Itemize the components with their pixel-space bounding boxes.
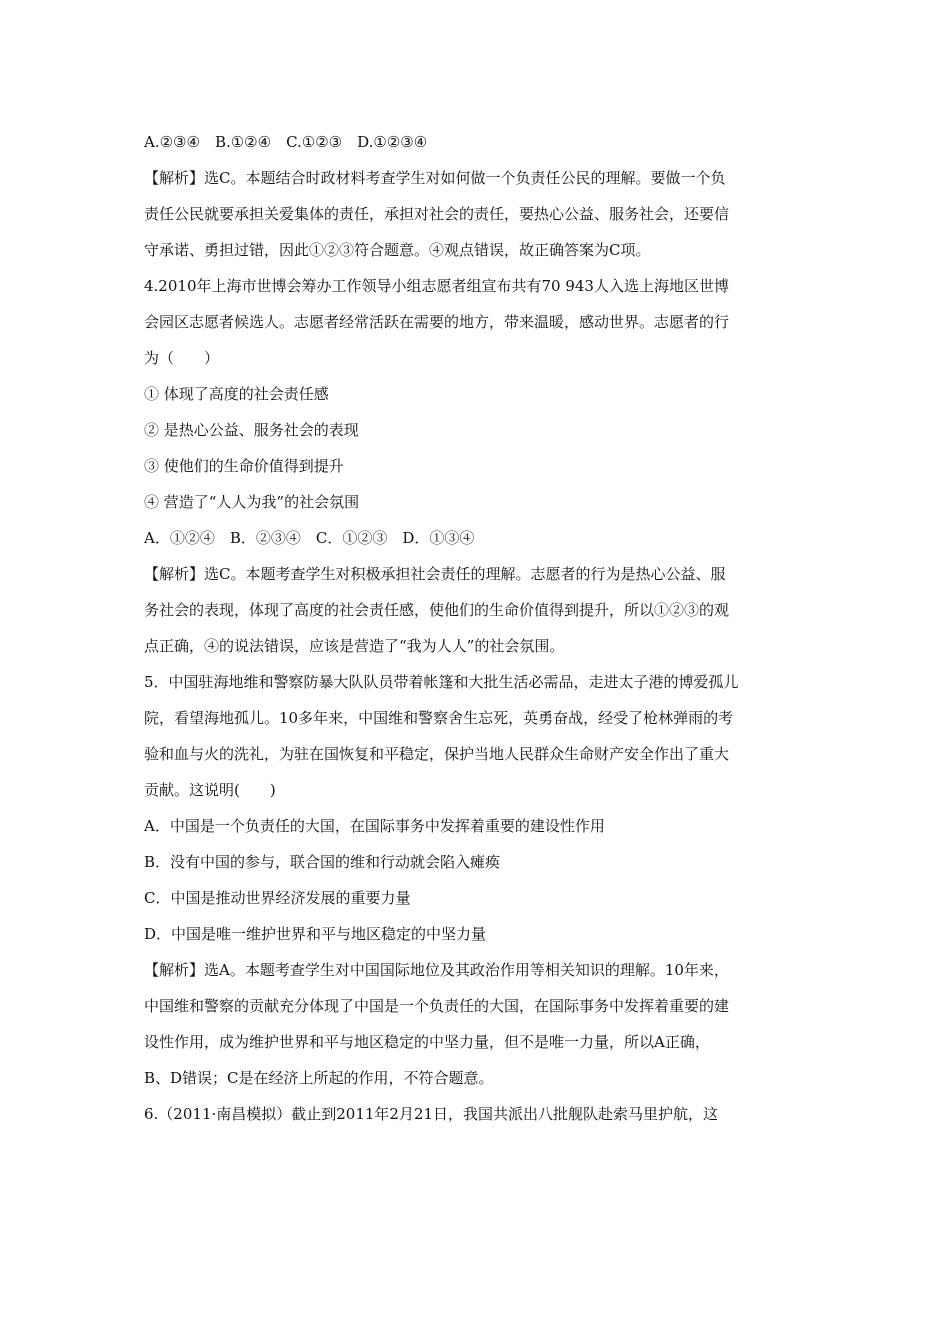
option-5b: B．没有中国的参与，联合国的维和行动就会陷入瘫痪 — [144, 853, 501, 871]
statement-3: ③ 使他们的生命价值得到提升 — [144, 457, 344, 475]
analysis-q5-line2: 中国维和警察的贡献充分体现了中国是一个负责任的大国，在国际事务中发挥着重要的建 — [144, 997, 730, 1015]
analysis-q5-line4: B、D错误；C是在经济上所起的作用，不符合题意。 — [144, 1069, 494, 1087]
analysis-q4-line3: 点正确，④的说法错误，应该是营造了“我为人人”的社会氛围。 — [144, 637, 565, 655]
option-5a: A．中国是一个负责任的大国，在国际事务中发挥着重要的建设性作用 — [144, 817, 605, 835]
option-5d: D．中国是唯一维护世界和平与地区稳定的中坚力量 — [144, 925, 487, 943]
question-5-line4: 贡献。这说明( ) — [144, 781, 276, 799]
analysis-q5-line1: 【解析】选A。本题考查学生对中国国际地位及其政治作用等相关知识的理解。10年来， — [144, 961, 729, 979]
analysis-q3-line3: 守承诺、勇担过错，因此①②③符合题意。④观点错误，故正确答案为C项。 — [144, 241, 651, 259]
option-5c: C．中国是推动世界经济发展的重要力量 — [144, 889, 411, 907]
analysis-q4-line2: 务社会的表现，体现了高度的社会责任感，使他们的生命价值得到提升，所以①②③的观 — [144, 601, 730, 619]
options-q4: A．①②④ B．②③④ C．①②③ D．①③④ — [144, 529, 475, 547]
statement-4: ④ 营造了“人人为我”的社会氛围 — [144, 493, 360, 511]
question-5-line1: 5．中国驻海地维和警察防暴大队队员带着帐篷和大批生活必需品，走进太子港的博爱孤儿 — [144, 673, 739, 691]
options-q3: A.②③④ B.①②④ C.①②③ D.①②③④ — [144, 133, 428, 151]
analysis-q5-line3: 设性作用，成为维护世界和平与地区稳定的中坚力量，但不是唯一力量，所以A正确， — [144, 1033, 710, 1051]
statement-1: ① 体现了高度的社会责任感 — [144, 385, 329, 403]
question-4-line2: 会园区志愿者候选人。志愿者经常活跃在需要的地方，带来温暖，感动世界。志愿者的行 — [144, 313, 730, 331]
question-5-line3: 验和血与火的洗礼，为驻在国恢复和平稳定，保护当地人民群众生命财产安全作出了重大 — [144, 745, 730, 763]
statement-2: ② 是热心公益、服务社会的表现 — [144, 421, 359, 439]
analysis-q4-line1: 【解析】选C。本题考查学生对积极承担社会责任的理解。志愿者的行为是热心公益、服 — [144, 565, 726, 583]
question-6-line1: 6.（2011·南昌模拟）截止到2011年2月21日，我国共派出八批舰队赴索马里护航，这 — [144, 1105, 719, 1123]
analysis-q3-line1: 【解析】选C。本题结合时政材料考查学生对如何做一个负责任公民的理解。要做一个负 — [144, 169, 726, 187]
question-4-line1: 4.2010年上海市世博会筹办工作领导小组志愿者组宣布共有70 943人入选上海地区世博 — [144, 277, 729, 295]
analysis-q3-line2: 责任公民就要承担关爱集体的责任，承担对社会的责任，要热心公益、服务社会，还要信 — [144, 205, 730, 223]
document-body — [144, 124, 806, 1132]
question-4-line3: 为（ ） — [144, 349, 220, 367]
question-5-line2: 院，看望海地孤儿。10多年来，中国维和警察舍生忘死，英勇奋战，经受了枪林弹雨的考 — [144, 709, 734, 727]
